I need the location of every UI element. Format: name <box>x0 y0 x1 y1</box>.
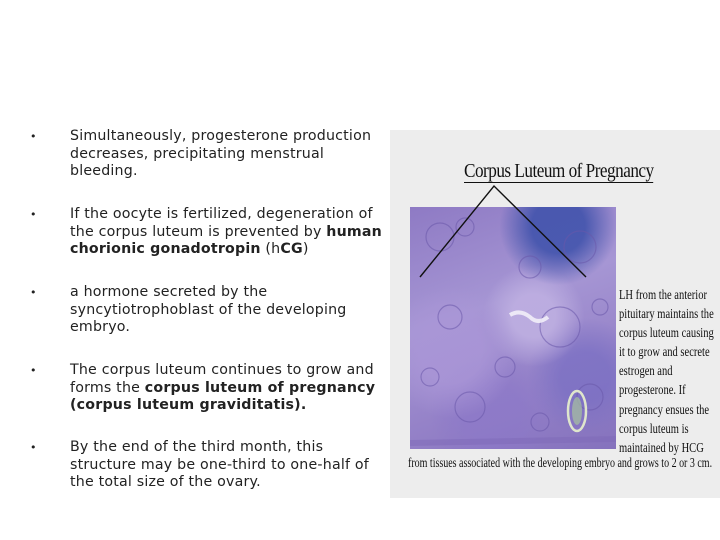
bullet-item <box>30 206 382 259</box>
bullet-text: The corpus luteum continues to grow and forms the corpus luteum of pregnancy (corpus luteum graviditatis). <box>70 362 376 413</box>
bullet-item <box>30 128 382 181</box>
figure-annotation-bottom: from tissues associated with the developing embryo and grows to 2 or 3 cm. <box>408 455 713 470</box>
bullet-item <box>30 362 382 415</box>
figure-annotation: LH from the anterior pituitary maintains the corpus luteum causing it to grow and secrete estrogen and progesterone. If pregnancy ensues the corpus luteum is maintained by HCG <box>619 287 714 455</box>
bullet-marker: • <box>30 364 37 377</box>
bullet-item <box>30 284 382 337</box>
bullet-marker: • <box>30 441 37 454</box>
bullet-marker: • <box>30 208 37 221</box>
bullet-text: Simultaneously, progesterone production decreases, precipitating menstrual bleeding. <box>70 128 372 179</box>
bullet-marker: • <box>30 286 37 299</box>
bullet-text: By the end of the third month, this structure may be one-third to one-half of the total size of the ovary. <box>70 439 369 490</box>
corpus-luteum-figure <box>390 130 720 498</box>
bullet-marker: • <box>30 130 37 143</box>
bullet-item <box>30 439 382 492</box>
figure-title: Corpus Luteum of Pregnancy <box>464 160 654 182</box>
bullet-text: If the oocyte is fertilized, degeneration of the corpus luteum is prevented by human chorionic gonadotropin (hCG) <box>70 206 382 257</box>
bullet-text: a hormone secreted by the syncytiotrophoblast of the developing embryo. <box>70 284 347 335</box>
